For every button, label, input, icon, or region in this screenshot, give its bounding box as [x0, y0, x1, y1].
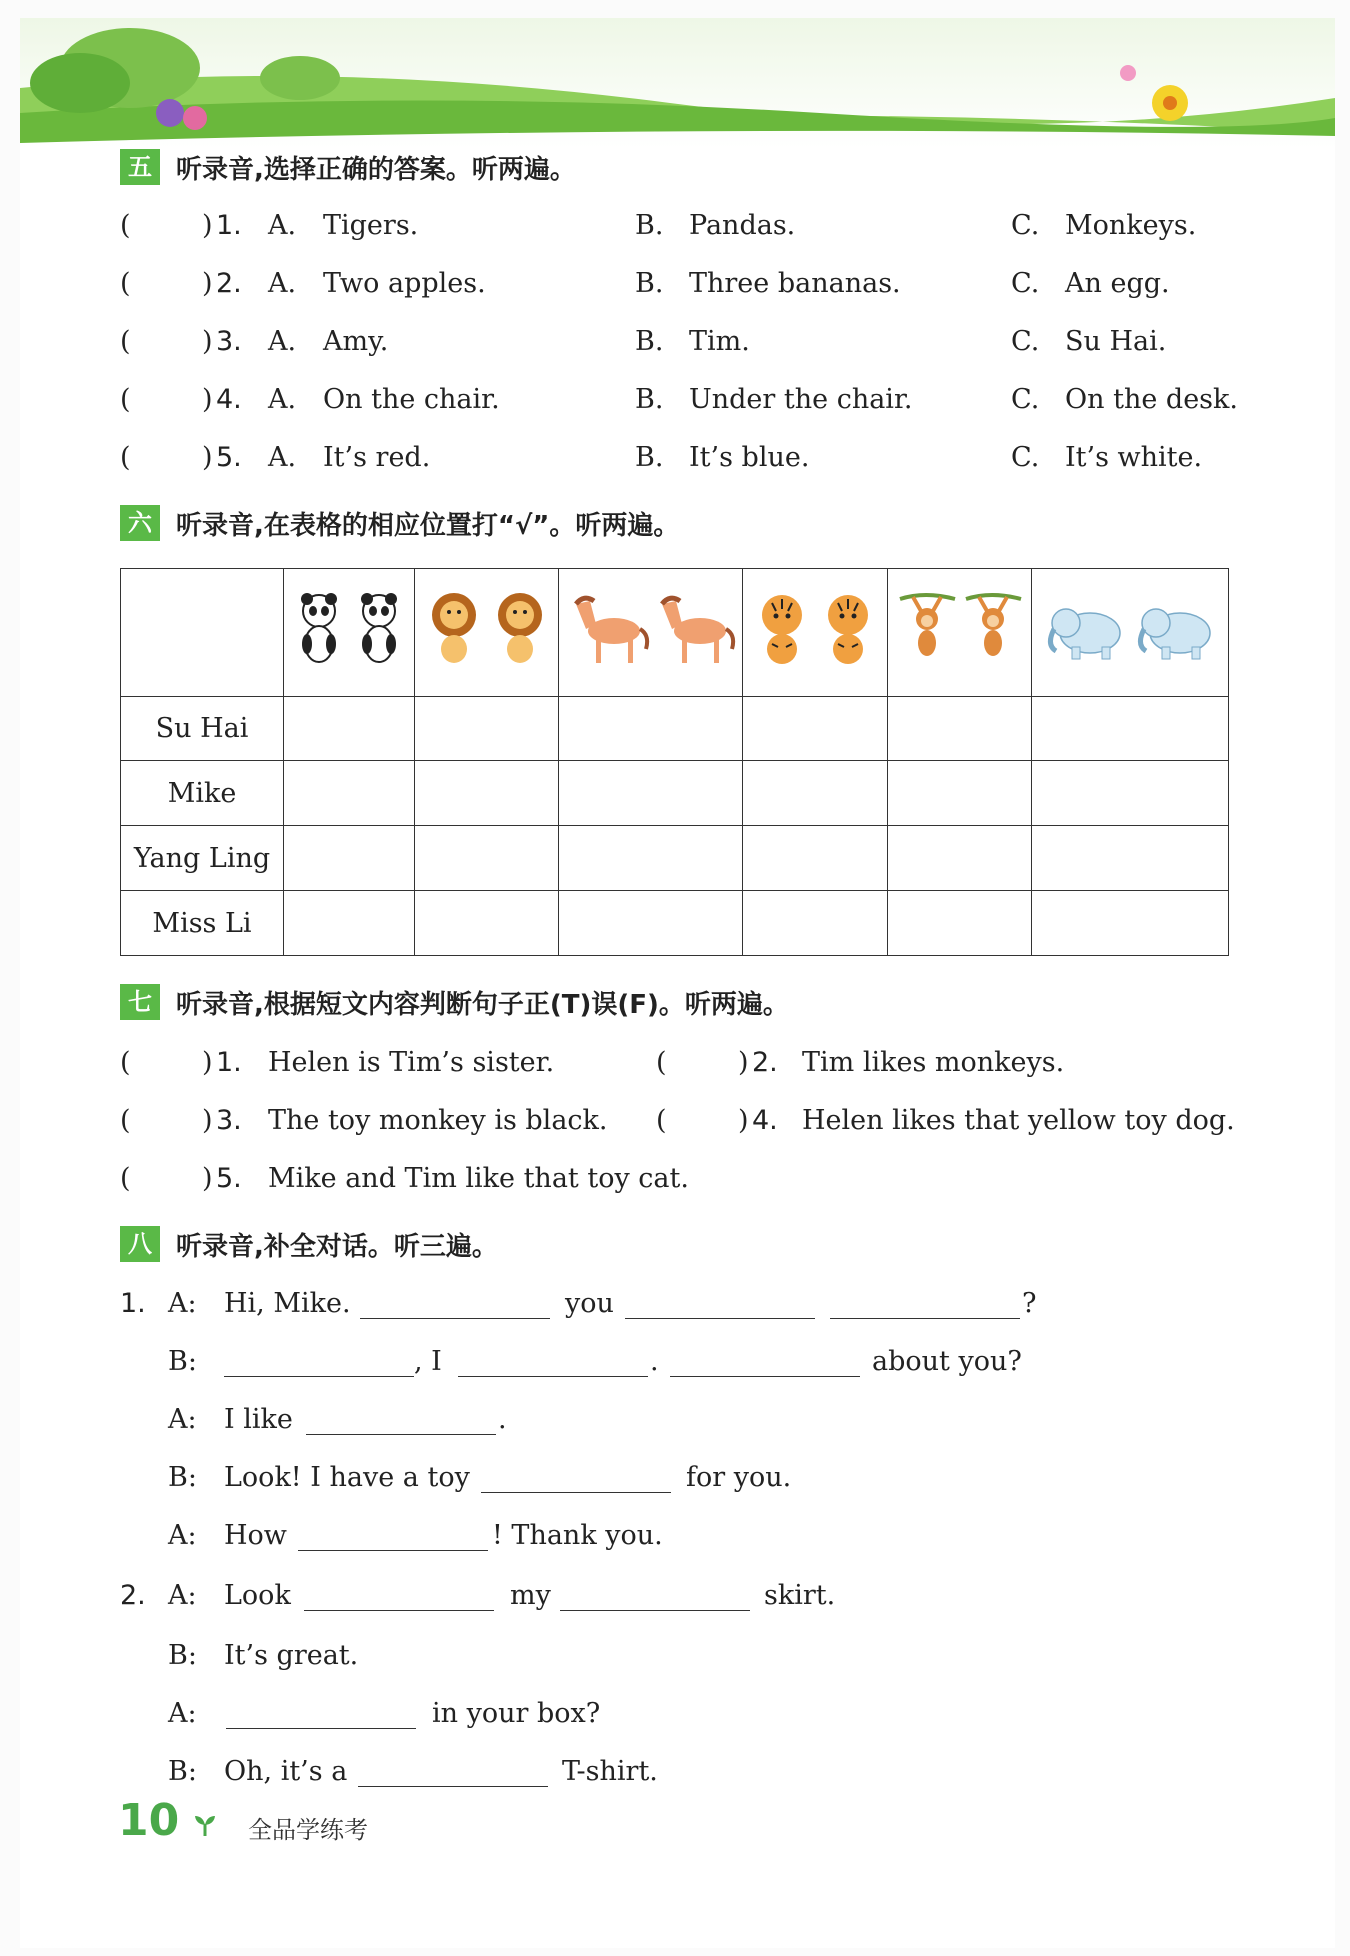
statement-text: Mike and Tim like that toy cat.	[268, 1163, 689, 1194]
answer-blank[interactable]	[625, 1288, 815, 1319]
tick-table	[120, 568, 1229, 956]
section-title: 听录音,补全对话。听三遍。	[176, 1231, 498, 1262]
answer-blank[interactable]	[360, 1288, 550, 1319]
answer-paren-close: )	[202, 326, 213, 357]
tf-row-2	[120, 1105, 1240, 1145]
horse-column-header	[559, 569, 743, 697]
dialogue-text: Oh, it’s a	[224, 1756, 348, 1787]
option-c-label: C.	[1011, 442, 1040, 473]
tick-cell[interactable]	[415, 697, 559, 761]
option-b-text: It’s blue.	[689, 442, 810, 473]
option-b-label: B.	[635, 442, 664, 473]
person-name: Yang Ling	[121, 826, 284, 891]
brand-name: 全品学练考	[248, 1816, 368, 1844]
question-number: 5.	[216, 442, 242, 473]
option-a-label: A.	[268, 210, 297, 241]
tick-cell[interactable]	[284, 697, 415, 761]
section-badge: 七	[120, 984, 160, 1020]
tick-cell[interactable]	[415, 891, 559, 956]
dialogue-line	[120, 1520, 1220, 1560]
tiger-column-header	[743, 569, 888, 697]
dialogue-line	[120, 1288, 1220, 1328]
answer-paren[interactable]: (	[656, 1047, 667, 1078]
table-row	[121, 697, 1229, 761]
dialogue-line	[120, 1404, 1220, 1444]
section-title: 听录音,在表格的相应位置打“√”。听两遍。	[176, 510, 680, 541]
option-b-label: B.	[635, 384, 664, 415]
section-title: 听录音,选择正确的答案。听两遍。	[176, 154, 576, 185]
section-title: 听录音,根据短文内容判断句子正(T)误(F)。听两遍。	[176, 989, 789, 1020]
speaker-label: A:	[168, 1520, 197, 1551]
option-b-text: Pandas.	[689, 210, 796, 241]
answer-blank[interactable]	[458, 1346, 648, 1377]
option-b-label: B.	[635, 268, 664, 299]
answer-paren-close: )	[202, 210, 213, 241]
dialogue-text: , I	[414, 1346, 442, 1377]
tick-cell[interactable]	[284, 826, 415, 891]
question-number: 3.	[216, 1105, 242, 1136]
speaker-label: B:	[168, 1462, 197, 1493]
dialogue-text: in your box?	[432, 1698, 601, 1729]
dialogue-line	[120, 1756, 1220, 1796]
statement-text: Helen likes that yellow toy dog.	[802, 1105, 1235, 1136]
dialogue-text: Hi, Mike.	[224, 1288, 351, 1319]
table-corner-cell	[121, 569, 284, 697]
tick-cell[interactable]	[415, 826, 559, 891]
dialogue-text: How	[224, 1520, 287, 1551]
dialogue-text: T-shirt.	[562, 1756, 658, 1787]
option-c-label: C.	[1011, 210, 1040, 241]
table-row	[121, 761, 1229, 826]
tick-cell[interactable]	[1032, 761, 1229, 826]
tick-cell[interactable]	[743, 761, 888, 826]
section-8-heading	[120, 1224, 498, 1264]
section-5-heading	[120, 147, 576, 187]
tick-cell[interactable]	[888, 826, 1032, 891]
option-b-text: Three bananas.	[689, 268, 901, 299]
answer-paren-close: )	[202, 1047, 213, 1078]
answer-paren[interactable]: (	[120, 210, 131, 241]
answer-paren-close: )	[202, 1105, 213, 1136]
tick-cell[interactable]	[743, 826, 888, 891]
tick-cell[interactable]	[743, 697, 888, 761]
speaker-label: B:	[168, 1756, 197, 1787]
option-a-text: It’s red.	[323, 442, 431, 473]
tf-row-1	[120, 1047, 1240, 1087]
answer-blank[interactable]	[358, 1756, 548, 1787]
lion-icon	[422, 589, 552, 669]
answer-paren[interactable]: (	[656, 1105, 667, 1136]
question-number: 4.	[752, 1105, 778, 1136]
speaker-label: A:	[168, 1698, 197, 1729]
section-badge: 六	[120, 505, 160, 541]
question-number: 1.	[216, 210, 242, 241]
tick-cell[interactable]	[284, 761, 415, 826]
table-row	[121, 891, 1229, 956]
tick-cell[interactable]	[415, 761, 559, 826]
speaker-label: A:	[168, 1580, 197, 1611]
section-6-heading	[120, 503, 679, 543]
dialogue-text: about you?	[872, 1346, 1022, 1377]
option-a-label: A.	[268, 384, 297, 415]
option-a-text: Amy.	[323, 326, 389, 357]
option-b-text: Tim.	[689, 326, 750, 357]
answer-paren-close: )	[738, 1047, 749, 1078]
question-number: 4.	[216, 384, 242, 415]
option-c-label: C.	[1011, 326, 1040, 357]
tick-cell[interactable]	[1032, 891, 1229, 956]
question-number: 1.	[216, 1047, 242, 1078]
option-b-text: Under the chair.	[689, 384, 913, 415]
option-a-label: A.	[268, 326, 297, 357]
answer-paren[interactable]: (	[120, 384, 131, 415]
answer-blank[interactable]	[670, 1346, 860, 1377]
option-a-text: Tigers.	[323, 210, 419, 241]
tick-cell[interactable]	[888, 891, 1032, 956]
answer-paren[interactable]: (	[120, 1163, 131, 1194]
option-a-text: Two apples.	[323, 268, 486, 299]
tf-row-3	[120, 1163, 1240, 1203]
sprout-icon	[192, 1812, 218, 1838]
dialogue-line	[120, 1462, 1220, 1502]
section-badge: 八	[120, 1226, 160, 1262]
statement-text: Helen is Tim’s sister.	[268, 1047, 555, 1078]
answer-paren[interactable]: (	[120, 1105, 131, 1136]
option-a-label: A.	[268, 268, 297, 299]
elephant-column-header	[1032, 569, 1229, 697]
dialogue-number: 1.	[120, 1288, 146, 1319]
answer-paren[interactable]: (	[120, 1047, 131, 1078]
option-c-text: It’s white.	[1065, 442, 1203, 473]
answer-blank[interactable]	[560, 1580, 750, 1611]
meadow-banner	[20, 18, 1335, 148]
dialogue-text: .	[650, 1346, 659, 1377]
person-name: Mike	[121, 761, 284, 826]
speaker-label: B:	[168, 1346, 197, 1377]
option-a-text: On the chair.	[323, 384, 500, 415]
tick-cell[interactable]	[559, 826, 743, 891]
answer-blank[interactable]	[224, 1346, 414, 1377]
tick-cell[interactable]	[559, 891, 743, 956]
person-name: Miss Li	[121, 891, 284, 956]
dialogue-number: 2.	[120, 1580, 146, 1611]
option-c-label: C.	[1011, 384, 1040, 415]
tick-cell[interactable]	[1032, 697, 1229, 761]
answer-paren-close: )	[202, 384, 213, 415]
tick-cell[interactable]	[284, 891, 415, 956]
dialogue-text: my	[510, 1580, 551, 1611]
page-number: 10	[118, 1795, 180, 1846]
answer-paren[interactable]: (	[120, 442, 131, 473]
panda-column-header	[284, 569, 415, 697]
question-number: 5.	[216, 1163, 242, 1194]
answer-blank[interactable]	[306, 1404, 496, 1435]
option-c-label: C.	[1011, 268, 1040, 299]
option-c-text: On the desk.	[1065, 384, 1238, 415]
dialogue-text: .	[498, 1404, 507, 1435]
dialogue-text: ?	[1022, 1288, 1037, 1319]
section-badge: 五	[120, 149, 160, 185]
tick-cell[interactable]	[559, 697, 743, 761]
answer-blank[interactable]	[481, 1462, 671, 1493]
answer-paren-close: )	[202, 268, 213, 299]
answer-blank[interactable]	[304, 1580, 494, 1611]
answer-blank[interactable]	[298, 1520, 488, 1551]
answer-paren-close: )	[202, 1163, 213, 1194]
dialogue-text: for you.	[686, 1462, 792, 1493]
question-number: 2.	[752, 1047, 778, 1078]
horse-icon	[566, 589, 736, 669]
dialogue-line	[120, 1698, 1220, 1738]
tick-cell[interactable]	[888, 697, 1032, 761]
tick-cell[interactable]	[888, 761, 1032, 826]
elephant-icon	[1040, 589, 1220, 669]
option-c-text: Su Hai.	[1065, 326, 1167, 357]
option-b-label: B.	[635, 210, 664, 241]
speaker-label: A:	[168, 1288, 197, 1319]
answer-paren-close: )	[738, 1105, 749, 1136]
question-number: 2.	[216, 268, 242, 299]
option-b-label: B.	[635, 326, 664, 357]
dialogue-line	[120, 1640, 1220, 1680]
option-c-text: An egg.	[1065, 268, 1170, 299]
speaker-label: B:	[168, 1640, 197, 1671]
monkey-icon	[895, 589, 1025, 669]
option-c-text: Monkeys.	[1065, 210, 1197, 241]
statement-text: Tim likes monkeys.	[802, 1047, 1065, 1078]
dialogue-text: you	[565, 1288, 614, 1319]
table-row	[121, 826, 1229, 891]
person-name: Su Hai	[121, 697, 284, 761]
option-a-label: A.	[268, 442, 297, 473]
dialogue-text: ! Thank you.	[492, 1520, 663, 1551]
answer-blank[interactable]	[226, 1698, 416, 1729]
dialogue-text: I like	[224, 1404, 293, 1435]
answer-blank[interactable]	[830, 1288, 1020, 1319]
tick-cell[interactable]	[743, 891, 888, 956]
speaker-label: A:	[168, 1404, 197, 1435]
dialogue-line	[120, 1580, 1220, 1620]
question-number: 3.	[216, 326, 242, 357]
dialogue-line	[120, 1346, 1220, 1386]
section-7-heading	[120, 982, 789, 1022]
dialogue-text: Look	[224, 1580, 291, 1611]
answer-paren[interactable]: (	[120, 326, 131, 357]
monkey-column-header	[888, 569, 1032, 697]
panda-icon	[289, 589, 409, 669]
tick-cell[interactable]	[559, 761, 743, 826]
tiger-icon	[750, 589, 880, 669]
dialogue-text: skirt.	[764, 1580, 836, 1611]
tick-cell[interactable]	[1032, 826, 1229, 891]
dialogue-text: It’s great.	[224, 1640, 359, 1671]
dialogue-text: Look! I have a toy	[224, 1462, 470, 1493]
answer-paren[interactable]: (	[120, 268, 131, 299]
answer-paren-close: )	[202, 442, 213, 473]
statement-text: The toy monkey is black.	[268, 1105, 608, 1136]
lion-column-header	[415, 569, 559, 697]
